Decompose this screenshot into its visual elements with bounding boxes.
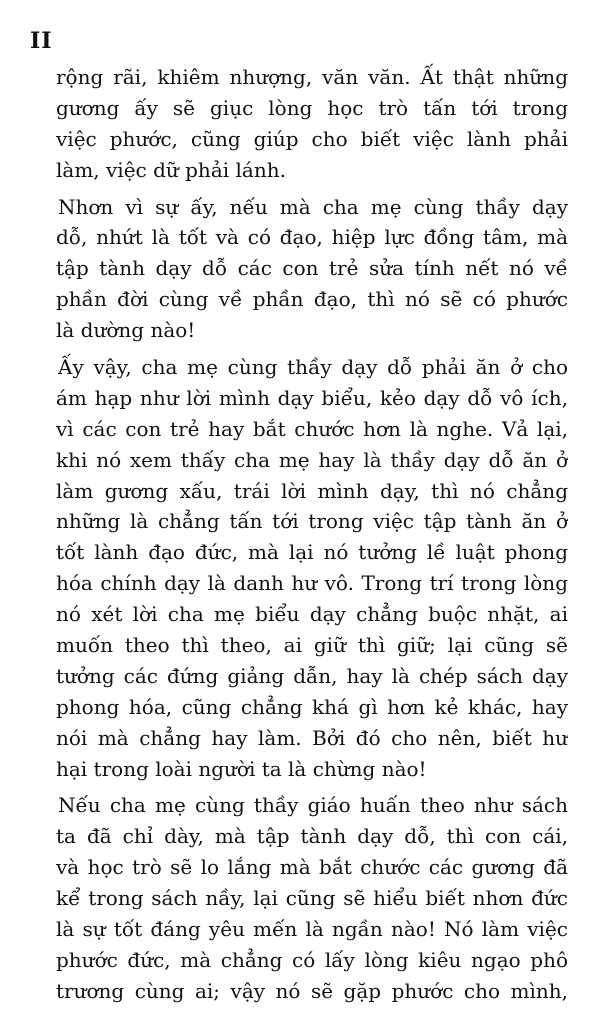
text-line: làm gương xấu, trái lời mình dạy, thì nó chẳng xyxy=(56,478,568,503)
text-line: những là chẳng tấn tới trong việc tập tành ăn ở xyxy=(56,509,568,534)
text-line: ám hạp như lời mình dạy biểu, kẻo dạy dỗ vô ích, xyxy=(56,385,568,410)
text-line: dỗ, nhứt là tốt và có đạo, hiệp lực đồng tâm, mà xyxy=(56,225,568,250)
paragraph-3 xyxy=(56,352,568,784)
text-line: rộng rãi, khiêm nhượng, văn văn. Ất thật những xyxy=(56,65,568,89)
text-line: khi nó xem thấy cha mẹ hay là thầy dạy dỗ ăn ở xyxy=(56,447,568,472)
text-line: tập tành dạy dỗ các con trẻ sửa tính nết nó về xyxy=(56,256,568,281)
text-line: và học trò sẽ lo lắng mà bắt chước các gương đã xyxy=(56,855,568,880)
text-line: Ấy vậy, cha mẹ cùng thầy dạy dỗ phải ăn ở cho xyxy=(58,355,568,380)
text-line: việc phước, cũng giúp cho biết việc lành phải xyxy=(56,126,568,151)
paragraph-1 xyxy=(56,62,568,186)
text-line: nói mà chẳng hay làm. Bởi đó cho nên, biết hư xyxy=(56,725,568,750)
text-line: trương cùng ai; vậy nó sẽ gặp phước cho mình, xyxy=(56,978,568,1003)
text-line: phước đức, mà chẳng có lấy lòng kiêu ngạo phô xyxy=(56,947,568,972)
text-line: Nếu cha mẹ cùng thầy giáo huấn theo như sách xyxy=(58,793,568,818)
text-line: phần đời cùng về phần đạo, thì nó sẽ có phước xyxy=(56,287,568,312)
paragraph-2 xyxy=(56,192,568,346)
text-line: phong hóa, cũng chẳng khá gì hơn kẻ khác, hay xyxy=(56,694,568,719)
text-line: kể trong sách nầy, lại cũng sẽ hiểu biết nhơn đức xyxy=(56,886,568,911)
text-line: muốn theo thì theo, ai giữ thì giữ; lại cũng sẽ xyxy=(56,633,568,658)
text-line: làm, việc dữ phải lánh. xyxy=(56,157,286,182)
text-line: ta đã chỉ dày, mà tập tành dạy dỗ, thì con cái, xyxy=(56,824,568,849)
text-body xyxy=(56,62,568,1013)
page-number: II xyxy=(30,28,53,54)
paragraph-4 xyxy=(56,790,568,1006)
text-line: tưởng các đứng giảng dẫn, hay là chép sách dạy xyxy=(56,663,568,688)
text-line: hại trong loài người ta là chừng nào! xyxy=(56,756,427,781)
text-line: gương ấy sẽ giục lòng học trò tấn tới trong xyxy=(56,95,568,120)
text-line: nó xét lời cha mẹ biểu dạy chẳng buộc nhặt, ai xyxy=(56,602,568,627)
text-line: hóa chính dạy là danh hư vô. Trong trí trong lòng xyxy=(56,571,568,596)
text-line: là dường nào! xyxy=(56,318,196,343)
text-line: vì các con trẻ hay bắt chước hơn là nghe. Vả lại, xyxy=(56,416,568,441)
text-line: Nhơn vì sự ấy, nếu mà cha mẹ cùng thầy dạy xyxy=(58,194,568,219)
text-line: là sự tốt đáng yêu mến là ngần nào! Nó làm việc xyxy=(56,917,568,942)
text-line: tốt lành đạo đức, mà lại nó tưởng lề luật phong xyxy=(56,540,568,565)
